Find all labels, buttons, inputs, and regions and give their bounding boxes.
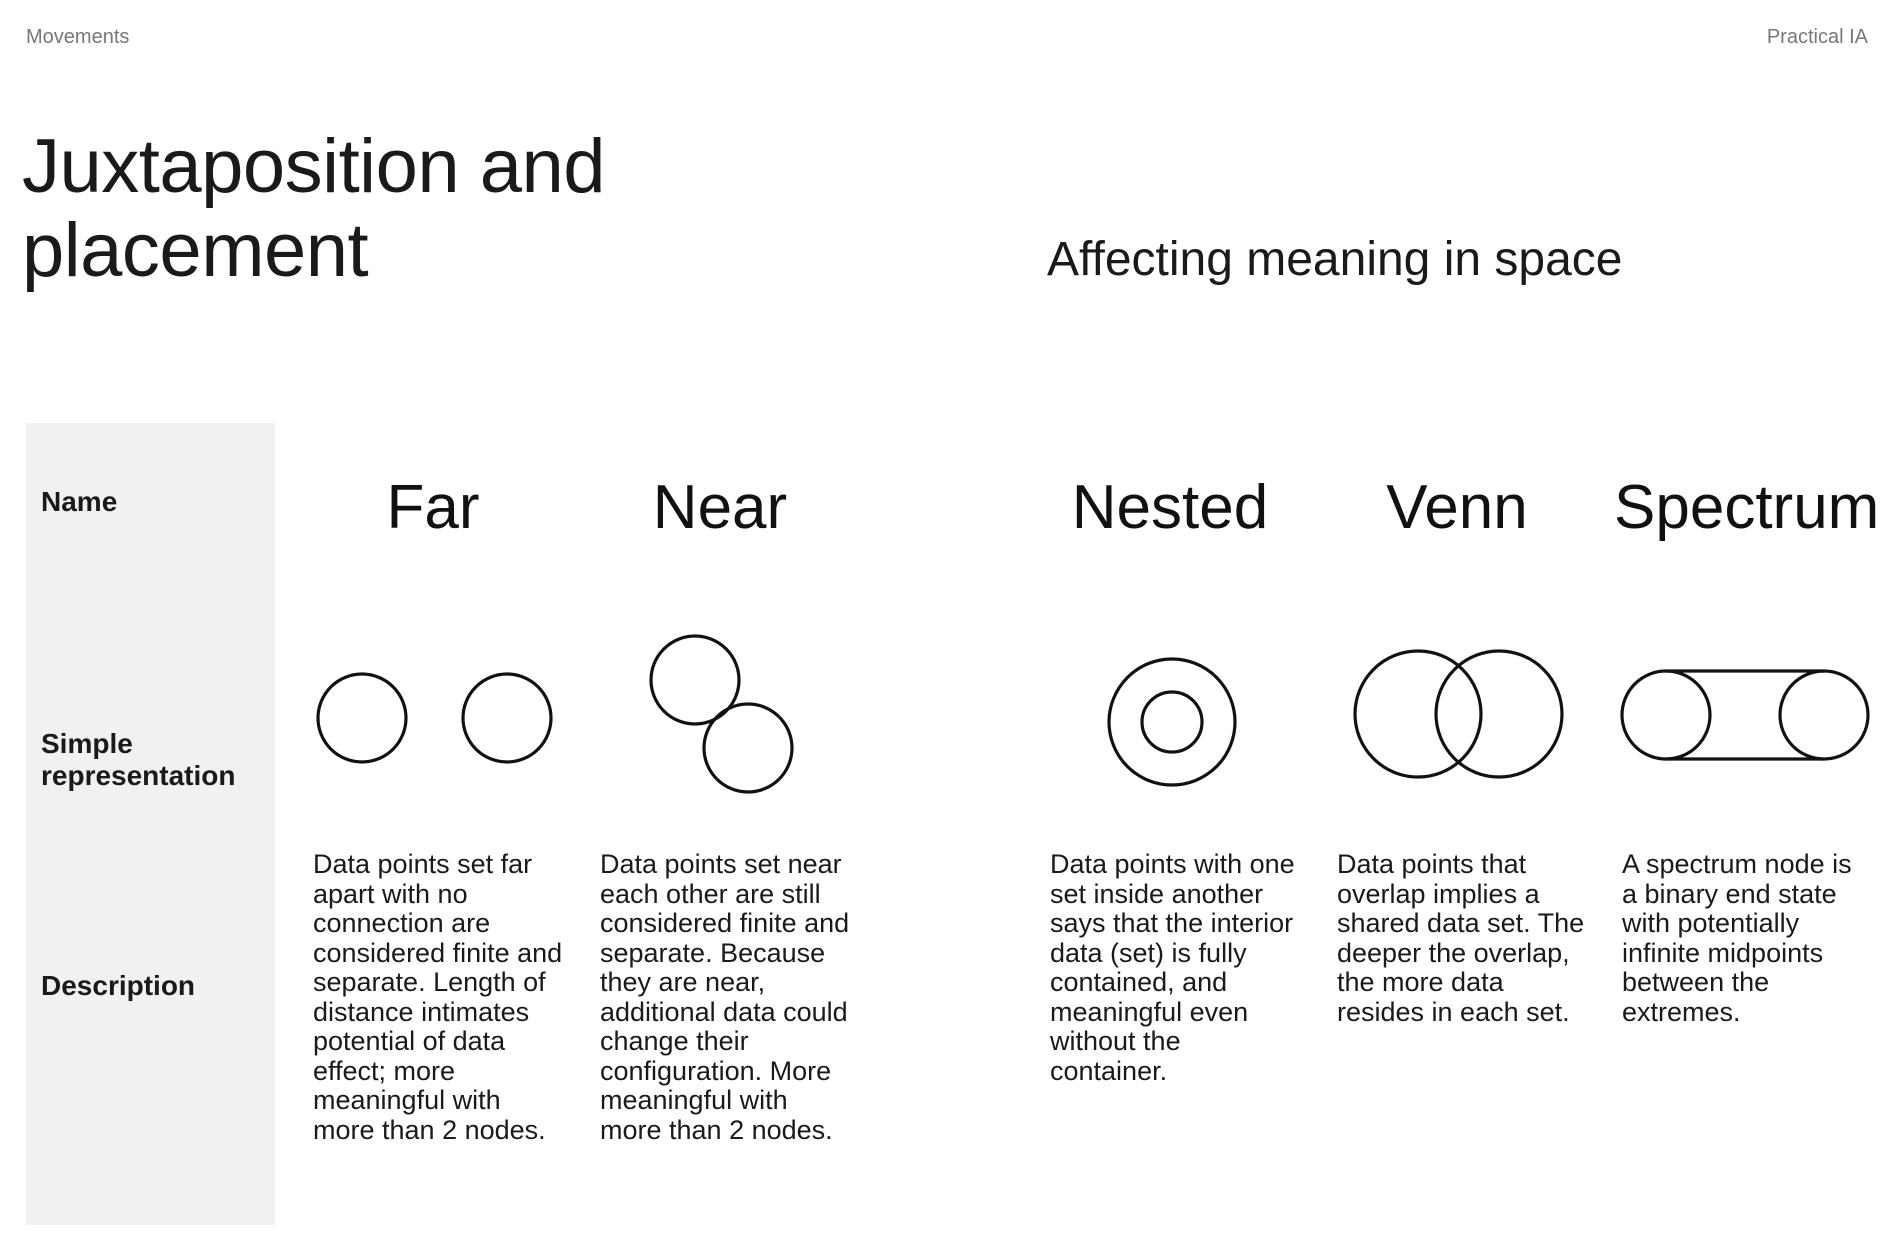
column-description-spectrum: A spectrum node is a binary end state with potentially infinite midpoints between the extremes. bbox=[1622, 849, 1852, 1027]
column-name-spectrum: Spectrum bbox=[1614, 473, 1880, 542]
venn-set-right bbox=[1436, 651, 1562, 777]
row-label-panel bbox=[26, 423, 275, 1225]
near-diagram bbox=[651, 636, 792, 792]
column-description-nested: Data points with one set inside another says that the interior data (set) is fully contained, and meaningful even without the container. bbox=[1050, 849, 1295, 1086]
venn-diagram bbox=[1355, 651, 1562, 777]
far-node-left bbox=[318, 674, 406, 762]
column-name-near: Near bbox=[652, 473, 788, 542]
spectrum-diagram bbox=[1622, 671, 1868, 759]
page-subtitle: Affecting meaning in space bbox=[1047, 233, 1623, 286]
nested-outer-set bbox=[1109, 659, 1235, 785]
nested-inner-set bbox=[1142, 692, 1202, 752]
column-description-far: Data points set far apart with no connection are considered finite and separate. Length of distance intimates potential of data effect; more meaningful with more than 2 nodes. bbox=[313, 849, 563, 1145]
column-description-venn: Data points that overlap implies a shared data set. The deeper the overlap, the more data resides in each set. bbox=[1337, 849, 1585, 1027]
section-label: Movements bbox=[26, 26, 130, 48]
column-description-near: Data points set near each other are still considered finite and separate. Because they are near, additional data could change their configuration. More meaningful with more than 2 nodes. bbox=[600, 849, 850, 1145]
column-name-far: Far bbox=[386, 473, 480, 542]
spectrum-end-right bbox=[1780, 671, 1868, 759]
row-label-description: Description bbox=[41, 970, 196, 1001]
row-label-name: Name bbox=[41, 486, 118, 517]
page-title: Juxtaposition and placement bbox=[22, 124, 606, 293]
nested-diagram bbox=[1109, 659, 1235, 785]
far-diagram bbox=[318, 674, 551, 762]
spectrum-end-left bbox=[1622, 671, 1710, 759]
representation-diagrams bbox=[0, 620, 1894, 800]
column-name-nested: Nested bbox=[1071, 473, 1269, 542]
book-title: Practical IA bbox=[1766, 26, 1868, 48]
venn-set-left bbox=[1355, 651, 1481, 777]
row-label-simple-representation: Simple representation bbox=[41, 728, 236, 791]
far-node-right bbox=[463, 674, 551, 762]
column-name-venn: Venn bbox=[1386, 473, 1528, 542]
near-node-lower bbox=[704, 704, 792, 792]
